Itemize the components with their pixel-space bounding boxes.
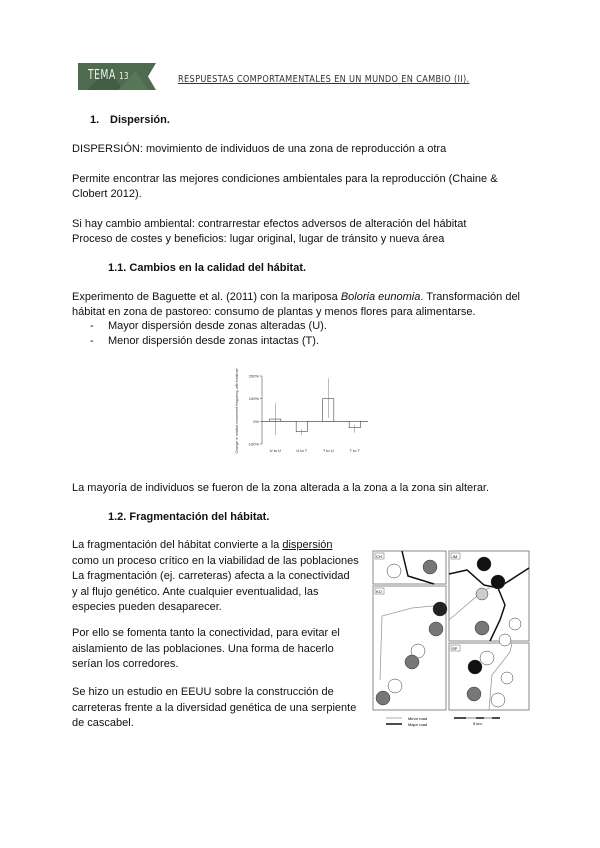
banner-label: TEMA 13 xyxy=(88,68,130,83)
svg-text:CH: CH xyxy=(376,554,382,559)
svg-text:JM: JM xyxy=(452,554,458,559)
rattlesnake-roads-map-figure xyxy=(372,550,530,728)
definition-text: DISPERSIÓN: movimiento de individuos de una zona de reproducción a otra xyxy=(72,143,447,155)
paragraph-fragmentation: La fragmentación del hábitat convierte a la dispersión como un proceso crítico en la viabilidad de las poblaciones La fragmentación (ej. carreteras) afecta a la conectividad y al flujo genético. Ante cualquier eventualidad, las especies pueden desaparecer. xyxy=(72,539,359,613)
document-title: RESPUESTAS COMPORTAMENTALES EN UN MUNDO EN CAMBIO (II). xyxy=(178,74,470,85)
movement-frequency-chart xyxy=(228,368,370,458)
bullet-item: - Menor dispersión desde zonas intactas (T). xyxy=(90,335,319,347)
svg-text:T to U: T to U xyxy=(322,448,334,453)
svg-text:T to T: T to T xyxy=(349,448,360,453)
svg-text:Change in relative movement fr: Change in relative movement frequency with treatment xyxy=(235,368,239,454)
svg-text:200%: 200% xyxy=(248,373,259,379)
dispersion-link: dispersión xyxy=(282,539,333,551)
svg-text:5 km: 5 km xyxy=(473,721,482,726)
paragraph-connectivity: Por ello se fomenta tanto la conectividad, para evitar el aislamiento de las poblaciones. Una forma de hacerlo serían los corredores. xyxy=(72,627,340,670)
species-name: Boloria eunomia xyxy=(340,291,421,303)
section-heading-habitat-quality: 1.1. Cambios en la calidad del hábitat. xyxy=(108,262,307,274)
svg-text:KO: KO xyxy=(376,589,382,594)
section-heading-dispersion: 1. Dispersión. xyxy=(90,114,170,126)
svg-text:Minor road: Minor road xyxy=(408,716,428,721)
svg-text:0%: 0% xyxy=(253,418,259,424)
bar-chart-graphic xyxy=(228,368,370,458)
paragraph-environmental-change: Si hay cambio ambiental: contrarrestar efectos adversos de alteración del hábitat Proceso de costes y beneficios: lugar original, lugar de tránsito y nueva área xyxy=(72,218,467,245)
svg-text:100%: 100% xyxy=(248,396,259,402)
paragraph-study: Se hizo un estudio en EEUU sobre la construcción de carreteras frente a la diversidad genética de una serpiente de cascabel. xyxy=(72,686,357,729)
paragraph-experiment: Experimento de Baguette et al. (2011) con la mariposa Boloria eunomia. Transformación del hábitat en zona de pastoreo: consumo de plantas y menos flores para alimentarse. xyxy=(72,291,520,318)
svg-text:-100%: -100% xyxy=(247,441,259,447)
section-heading-fragmentation: 1.2. Fragmentación del hábitat. xyxy=(108,511,270,523)
svg-text:U to T: U to T xyxy=(296,448,308,453)
svg-text:U to U: U to U xyxy=(269,448,281,453)
svg-text:Major road: Major road xyxy=(408,722,428,727)
topic-banner xyxy=(78,63,156,90)
conclusion-text: La mayoría de individuos se fueron de la zona alterada a la zona a la zona sin alterar. xyxy=(72,482,490,494)
paragraph-conditions: Permite encontrar las mejores condiciones ambientales para la reproducción (Chaine & Clobert 2012). xyxy=(72,173,498,200)
bullet-item: - Mayor dispersión desde zonas alteradas (U). xyxy=(90,320,327,332)
map-graphic xyxy=(372,550,530,728)
svg-text:SP: SP xyxy=(452,646,458,651)
